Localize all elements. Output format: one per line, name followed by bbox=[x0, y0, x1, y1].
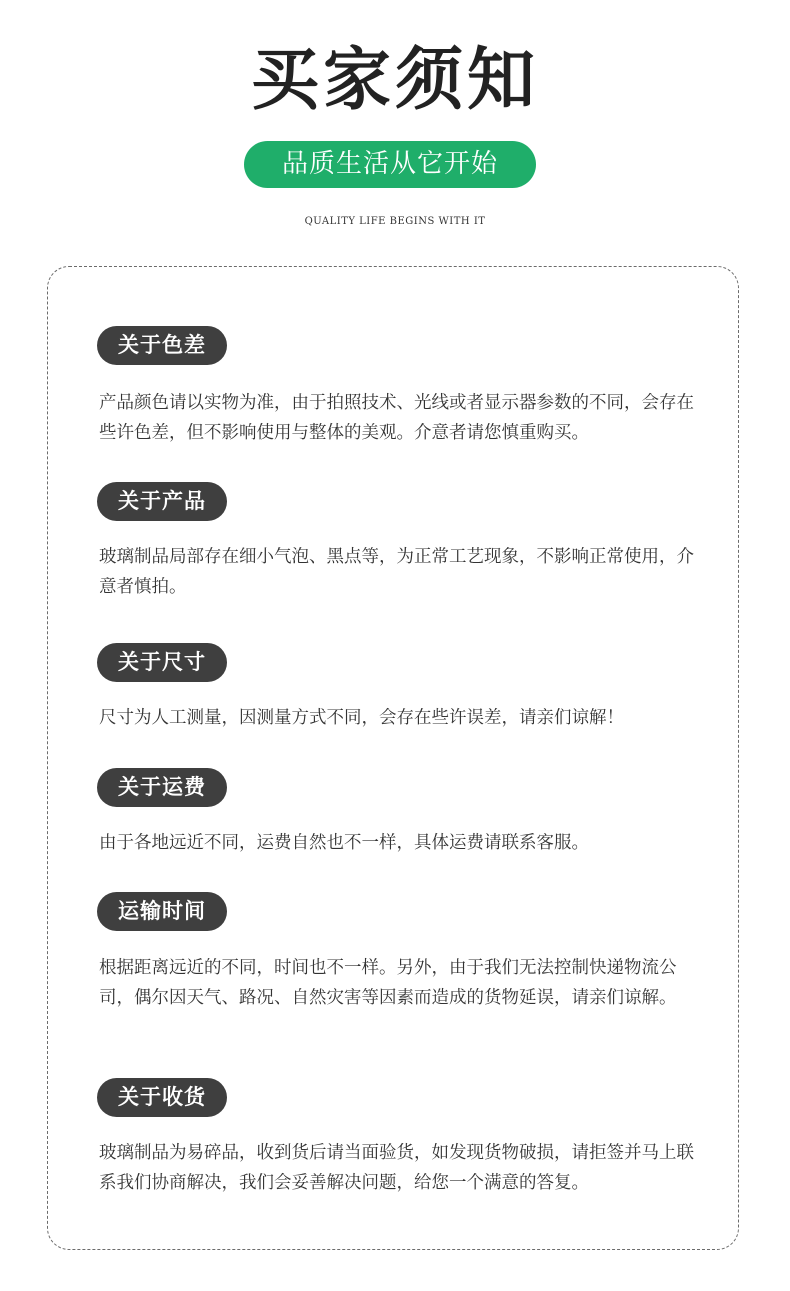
section-label-size: 关于尺寸 bbox=[97, 643, 227, 682]
section-text-shipping-fee: 由于各地远近不同，运费自然也不一样，具体运费请联系客服。 bbox=[99, 833, 589, 853]
slogan-english: QUALITY LIFE BEGINS WITH IT bbox=[304, 216, 486, 227]
section-label-product: 关于产品 bbox=[97, 482, 227, 521]
section-text-receiving: 玻璃制品为易碎品，收到货后请当面验货，如发现货物破损，请拒签并马上联系我们协商解决，我们会妥善解决问题，给您一个满意的答复。 bbox=[99, 1143, 694, 1193]
section-text-shipping-time: 根据距离远近的不同，时间也不一样。另外，由于我们无法控制快递物流公司，偶尔因天气、路况、自然灾害等因素而造成的货物延误，请亲们谅解。 bbox=[99, 958, 677, 1008]
section-text-product: 玻璃制品局部存在细小气泡、黑点等，为正常工艺现象，不影响正常使用，介意者慎拍。 bbox=[99, 547, 694, 597]
section-text-size: 尺寸为人工测量，因测量方式不同，会存在些许误差，请亲们谅解！ bbox=[99, 708, 624, 728]
section-label-shipping-time: 运输时间 bbox=[97, 892, 227, 931]
page-title: 买家须知 bbox=[250, 40, 539, 120]
section-label-shipping-fee: 关于运费 bbox=[97, 768, 227, 807]
section-label-receiving: 关于收货 bbox=[97, 1078, 227, 1117]
section-label-color-difference: 关于色差 bbox=[97, 326, 227, 365]
slogan-badge: 品质生活从它开始 bbox=[244, 141, 536, 188]
section-text-color-difference: 产品颜色请以实物为准，由于拍照技术、光线或者显示器参数的不同，会存在些许色差，但不影响使用与整体的美观。介意者请您慎重购买。 bbox=[99, 393, 694, 443]
